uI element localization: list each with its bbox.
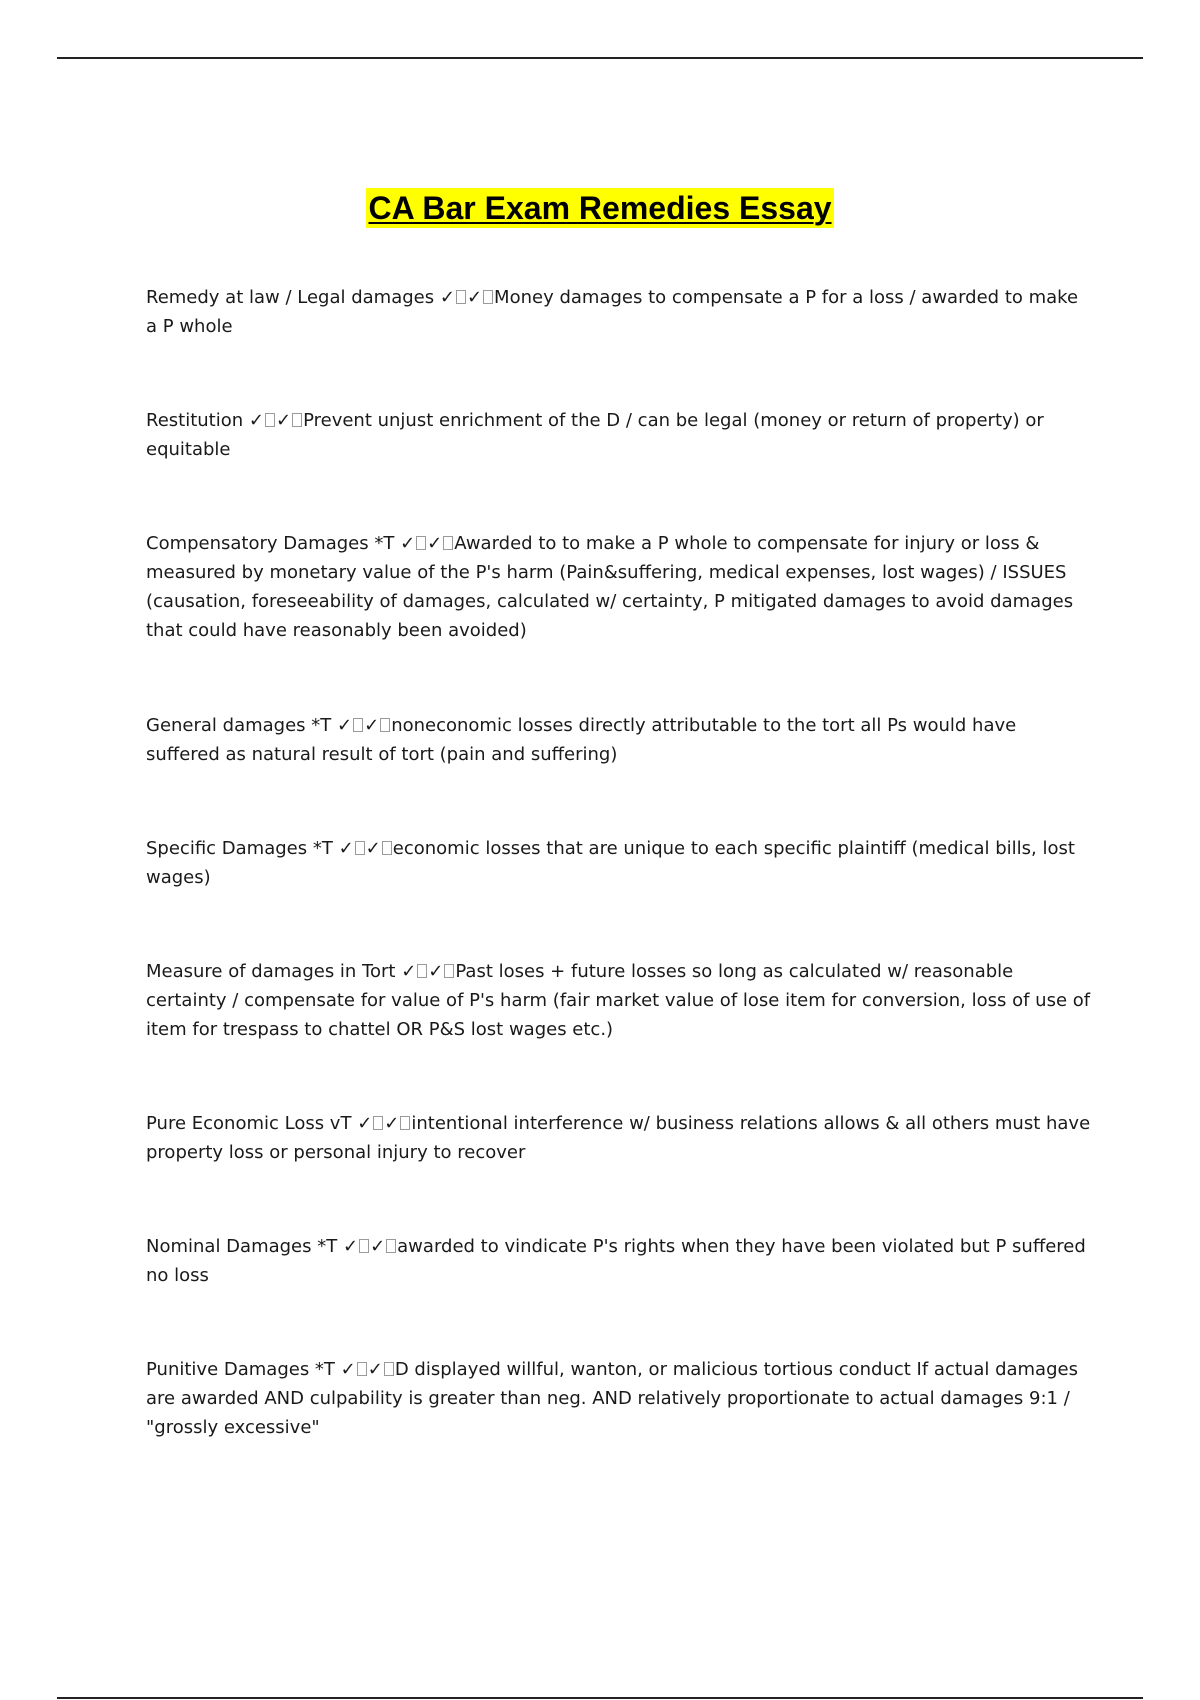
- check-separator: [440, 287, 494, 308]
- check-icon: ✓: [401, 961, 417, 982]
- check-icon: ✓: [337, 715, 353, 736]
- entry-definition: Money damages to compensate a P for a loss / awarded to make a P whole: [146, 287, 1079, 337]
- check-icon: ✓: [340, 1359, 356, 1380]
- missing-glyph-icon: [456, 290, 466, 304]
- footer-rule: [57, 1697, 1143, 1699]
- check-icon: ✓: [427, 533, 443, 554]
- entry-term: General damages *T: [146, 715, 332, 736]
- check-icon: ✓: [370, 1236, 386, 1257]
- entry-term: Pure Economic Loss vT: [146, 1113, 352, 1134]
- check-separator: [343, 1236, 397, 1257]
- missing-glyph-icon: [417, 964, 427, 978]
- check-icon: ✓: [364, 715, 380, 736]
- check-separator: [341, 1359, 395, 1380]
- check-icon: ✓: [365, 838, 381, 859]
- entry-definition: economic losses that are unique to each specific plaintiff (medical bills, lost wages): [146, 838, 1075, 888]
- entry-definition: Awarded to to make a P whole to compensate for injury or loss & measured by monetary value of the P's harm (Pain&suffering, medical expenses, lost wages) / ISSUES (causation, foreseeability of damages, calculated w/ certainty, P mitigated damages to avoid damages that could have reasonably been avoided): [146, 533, 1074, 641]
- check-separator: [357, 1113, 411, 1134]
- entry-term: Restitution: [146, 410, 244, 431]
- title-container: [0, 188, 1200, 228]
- list-item: [146, 711, 1092, 769]
- check-icon: ✓: [428, 961, 444, 982]
- missing-glyph-icon: [382, 841, 392, 855]
- check-icon: ✓: [275, 410, 292, 431]
- check-separator: [400, 533, 454, 554]
- check-icon: ✓: [357, 1113, 373, 1134]
- list-item: [146, 283, 1092, 341]
- entry-definition: intentional interference w/ business relations allows & all others must have property loss or personal injury to recover: [146, 1113, 1091, 1163]
- missing-glyph-icon: [265, 413, 275, 427]
- missing-glyph-icon: [444, 964, 454, 978]
- list-item: [146, 834, 1092, 892]
- entry-definition: awarded to vindicate P's rights when they have been violated but P suffered no loss: [146, 1236, 1086, 1286]
- missing-glyph-icon: [400, 1116, 410, 1130]
- list-item: [146, 1109, 1092, 1167]
- missing-glyph-icon: [483, 290, 493, 304]
- check-icon: ✓: [384, 1113, 400, 1134]
- missing-glyph-icon: [359, 1239, 369, 1253]
- missing-glyph-icon: [384, 1362, 394, 1376]
- missing-glyph-icon: [380, 718, 390, 732]
- check-icon: ✓: [439, 287, 455, 308]
- entry-definition: Prevent unjust enrichment of the D / can be legal (money or return of property) or equitable: [146, 410, 1044, 460]
- list-item: [146, 1355, 1092, 1442]
- check-separator: [339, 838, 393, 859]
- missing-glyph-icon: [353, 718, 363, 732]
- entry-term: Compensatory Damages *T: [146, 533, 395, 554]
- entry-definition: noneconomic losses directly attributable to the tort all Ps would have suffered as natural result of tort (pain and suffering): [146, 715, 1017, 765]
- entry-term: Measure of damages in Tort: [146, 961, 396, 982]
- missing-glyph-icon: [355, 841, 365, 855]
- list-item: [146, 406, 1092, 464]
- entry-term: Remedy at law / Legal damages: [146, 287, 435, 308]
- entry-term: Nominal Damages *T: [146, 1236, 338, 1257]
- missing-glyph-icon: [443, 536, 453, 550]
- missing-glyph-icon: [416, 536, 426, 550]
- check-separator: [249, 410, 303, 431]
- check-icon: ✓: [400, 533, 416, 554]
- entry-definition: D displayed willful, wanton, or malicious tortious conduct If actual damages are awarded AND culpability is greater than neg. AND relatively proportionate to actual damages 9:1 / "grossly excessive": [146, 1359, 1078, 1438]
- check-separator: [401, 961, 455, 982]
- missing-glyph-icon: [373, 1116, 383, 1130]
- entry-term: Punitive Damages *T: [146, 1359, 335, 1380]
- document-title: CA Bar Exam Remedies Essay: [368, 190, 832, 226]
- list-item: [146, 1232, 1092, 1290]
- header-rule: [57, 57, 1143, 59]
- check-icon: ✓: [466, 287, 483, 308]
- check-icon: ✓: [342, 1236, 359, 1257]
- entry-term: Specific Damages *T: [146, 838, 333, 859]
- missing-glyph-icon: [357, 1362, 367, 1376]
- check-icon: ✓: [248, 410, 264, 431]
- check-separator: [337, 715, 391, 736]
- list-item: [146, 957, 1092, 1044]
- list-item: [146, 529, 1092, 645]
- check-icon: ✓: [338, 838, 354, 859]
- check-icon: ✓: [367, 1359, 383, 1380]
- entry-definition: Past loses + future losses so long as calculated w/ reasonable certainty / compensate for value of P's harm (fair market value of lose item for conversion, loss of use of item for trespass to chattel OR P&S lost wages etc.): [146, 961, 1091, 1040]
- missing-glyph-icon: [292, 413, 302, 427]
- missing-glyph-icon: [386, 1239, 396, 1253]
